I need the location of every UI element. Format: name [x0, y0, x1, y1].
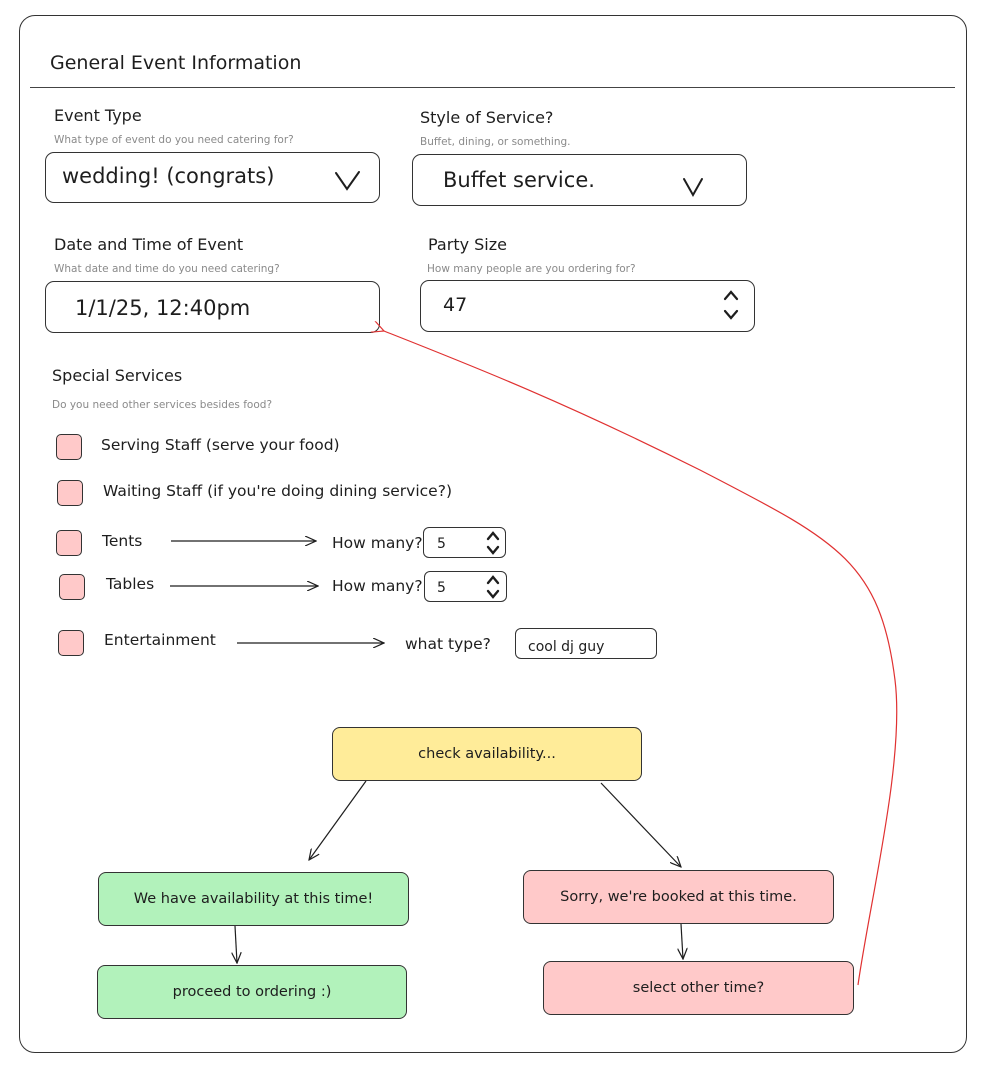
tables-label: Tables — [106, 575, 155, 593]
checkbox-waiting-staff[interactable] — [57, 480, 83, 506]
checkbox-serving-staff[interactable] — [56, 434, 82, 460]
event-type-select[interactable] — [45, 152, 380, 203]
entertainment-type-value: cool dj guy — [528, 639, 605, 655]
style-of-service-label: Style of Service? — [420, 108, 554, 127]
entertainment-type-input[interactable] — [515, 628, 657, 659]
date-time-label: Date and Time of Event — [54, 235, 244, 254]
entertainment-prompt: what type? — [405, 635, 491, 653]
form-title: General Event Information — [50, 52, 302, 74]
checkbox-tents[interactable] — [56, 530, 82, 556]
select-other-time-button[interactable]: select other time? — [543, 961, 854, 1015]
check-availability-button[interactable]: check availability... — [332, 727, 642, 781]
title-divider — [30, 87, 955, 88]
tents-prompt: How many? — [332, 534, 423, 552]
serving-staff-label: Serving Staff (serve your food) — [101, 436, 340, 454]
tents-quantity-stepper[interactable] — [423, 527, 506, 558]
chevron-down-icon — [334, 170, 362, 192]
tents-label: Tents — [102, 532, 143, 550]
date-time-value: 1/1/25, 12:40pm — [75, 296, 251, 320]
tables-quantity-stepper[interactable] — [424, 571, 507, 602]
stepper-arrows-icon[interactable] — [485, 574, 501, 600]
waiting-staff-label: Waiting Staff (if you're doing dining service?) — [103, 482, 452, 500]
entertainment-label: Entertainment — [104, 631, 216, 649]
style-of-service-hint: Buffet, dining, or something. — [420, 136, 571, 148]
special-services-hint: Do you need other services besides food? — [52, 399, 273, 411]
party-size-value: 47 — [443, 294, 468, 316]
stepper-arrows-icon[interactable] — [721, 287, 741, 323]
event-type-value: wedding! (congrats) — [62, 164, 275, 188]
tables-quantity-value: 5 — [437, 580, 446, 596]
event-type-label: Event Type — [54, 106, 142, 125]
style-of-service-value: Buffet service. — [443, 168, 595, 192]
tents-quantity-value: 5 — [437, 536, 446, 552]
availability-confirmed-node: We have availability at this time! — [98, 872, 409, 926]
date-time-input[interactable] — [45, 281, 380, 333]
stepper-arrows-icon[interactable] — [485, 530, 501, 556]
chevron-down-icon — [681, 176, 707, 198]
party-size-stepper[interactable] — [420, 280, 755, 332]
special-services-label: Special Services — [52, 366, 183, 385]
party-size-hint: How many people are you ordering for? — [427, 263, 636, 275]
event-type-hint: What type of event do you need catering for? — [54, 134, 294, 146]
tables-prompt: How many? — [332, 577, 423, 595]
style-of-service-select[interactable] — [412, 154, 747, 206]
proceed-to-ordering-button[interactable]: proceed to ordering :) — [97, 965, 407, 1019]
checkbox-tables[interactable] — [59, 574, 85, 600]
party-size-label: Party Size — [428, 235, 507, 254]
booked-node: Sorry, we're booked at this time. — [523, 870, 834, 924]
checkbox-entertainment[interactable] — [58, 630, 84, 656]
date-time-hint: What date and time do you need catering? — [54, 263, 280, 275]
